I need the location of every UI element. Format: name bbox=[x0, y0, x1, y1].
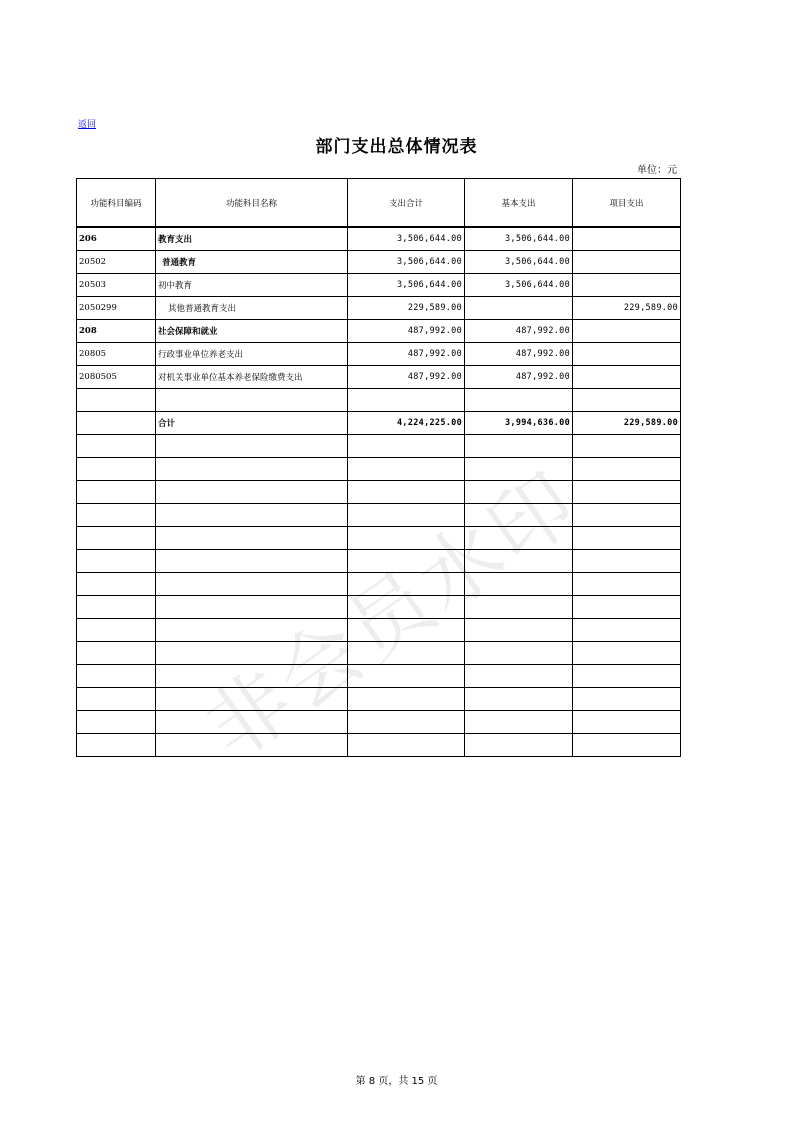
empty-cell bbox=[348, 711, 465, 734]
empty-cell bbox=[465, 688, 573, 711]
row-total: 487,992.00 bbox=[348, 320, 465, 343]
empty-cell bbox=[465, 642, 573, 665]
row-project bbox=[573, 389, 681, 412]
empty-cell bbox=[77, 481, 156, 504]
row-total: 487,992.00 bbox=[348, 343, 465, 366]
page-footer: 第 8 页，共 15 页 bbox=[355, 1076, 438, 1087]
empty-cell bbox=[156, 573, 348, 596]
empty-row bbox=[77, 642, 681, 665]
table-row bbox=[77, 366, 681, 389]
empty-cell bbox=[77, 527, 156, 550]
empty-cell bbox=[573, 734, 681, 757]
empty-cell bbox=[465, 458, 573, 481]
empty-cell bbox=[77, 458, 156, 481]
row-code bbox=[77, 412, 156, 435]
row-total: 4,224,225.00 bbox=[348, 412, 465, 435]
table-header-row bbox=[77, 179, 681, 228]
row-code: 2050299 bbox=[77, 297, 156, 320]
row-total: 3,506,644.00 bbox=[348, 227, 465, 251]
table-row bbox=[77, 389, 681, 412]
empty-cell bbox=[77, 573, 156, 596]
row-code: 20805 bbox=[77, 343, 156, 366]
empty-cell bbox=[156, 665, 348, 688]
row-total: 3,506,644.00 bbox=[348, 274, 465, 297]
empty-cell bbox=[348, 573, 465, 596]
empty-cell bbox=[77, 596, 156, 619]
empty-cell bbox=[465, 435, 573, 458]
row-total: 3,506,644.00 bbox=[348, 251, 465, 274]
row-project: 229,589.00 bbox=[573, 412, 681, 435]
empty-cell bbox=[77, 665, 156, 688]
empty-cell bbox=[156, 642, 348, 665]
empty-cell bbox=[573, 435, 681, 458]
empty-cell bbox=[348, 504, 465, 527]
empty-row bbox=[77, 481, 681, 504]
unit-label: 单位：元 bbox=[637, 165, 677, 176]
empty-cell bbox=[77, 435, 156, 458]
empty-cell bbox=[573, 711, 681, 734]
empty-cell bbox=[465, 596, 573, 619]
header-code: 功能科目编码 bbox=[77, 179, 156, 228]
page-title: 部门支出总体情况表 bbox=[315, 137, 478, 157]
empty-cell bbox=[156, 481, 348, 504]
row-name: 其他普通教育支出 bbox=[156, 297, 348, 320]
row-project bbox=[573, 320, 681, 343]
empty-cell bbox=[465, 527, 573, 550]
empty-row bbox=[77, 527, 681, 550]
empty-row bbox=[77, 504, 681, 527]
row-project bbox=[573, 366, 681, 389]
empty-cell bbox=[465, 481, 573, 504]
empty-cell bbox=[77, 550, 156, 573]
row-project bbox=[573, 274, 681, 297]
empty-cell bbox=[156, 596, 348, 619]
row-total: 487,992.00 bbox=[348, 366, 465, 389]
empty-cell bbox=[156, 458, 348, 481]
empty-cell bbox=[156, 527, 348, 550]
empty-cell bbox=[348, 435, 465, 458]
empty-cell bbox=[465, 619, 573, 642]
empty-cell bbox=[348, 596, 465, 619]
empty-cell bbox=[573, 619, 681, 642]
empty-cell bbox=[77, 642, 156, 665]
empty-cell bbox=[348, 458, 465, 481]
empty-cell bbox=[465, 711, 573, 734]
row-basic bbox=[465, 389, 573, 412]
empty-cell bbox=[465, 665, 573, 688]
back-link[interactable]: 返回 bbox=[78, 120, 97, 130]
empty-row bbox=[77, 711, 681, 734]
row-project bbox=[573, 343, 681, 366]
row-basic: 487,992.00 bbox=[465, 343, 573, 366]
table-row bbox=[77, 297, 681, 320]
empty-cell bbox=[348, 688, 465, 711]
empty-cell bbox=[573, 504, 681, 527]
empty-cell bbox=[348, 734, 465, 757]
table-row bbox=[77, 227, 681, 251]
row-name: 社会保障和就业 bbox=[156, 320, 348, 343]
empty-cell bbox=[573, 458, 681, 481]
empty-row bbox=[77, 550, 681, 573]
empty-cell bbox=[77, 688, 156, 711]
header-project: 项目支出 bbox=[573, 179, 681, 228]
row-total bbox=[348, 389, 465, 412]
empty-cell bbox=[573, 642, 681, 665]
empty-row bbox=[77, 688, 681, 711]
row-code bbox=[77, 389, 156, 412]
empty-row bbox=[77, 458, 681, 481]
empty-cell bbox=[573, 665, 681, 688]
expenditure-table bbox=[76, 178, 681, 757]
empty-cell bbox=[465, 573, 573, 596]
row-name: 初中教育 bbox=[156, 274, 348, 297]
row-name: 行政事业单位养老支出 bbox=[156, 343, 348, 366]
empty-cell bbox=[77, 711, 156, 734]
empty-cell bbox=[465, 734, 573, 757]
empty-cell bbox=[573, 596, 681, 619]
row-basic: 3,994,636.00 bbox=[465, 412, 573, 435]
row-basic: 3,506,644.00 bbox=[465, 274, 573, 297]
empty-cell bbox=[465, 550, 573, 573]
empty-cell bbox=[573, 481, 681, 504]
watermark: 非会员水印 bbox=[189, 453, 597, 778]
row-name: 教育支出 bbox=[156, 227, 348, 251]
header-name: 功能科目名称 bbox=[156, 179, 348, 228]
empty-cell bbox=[77, 504, 156, 527]
header-total: 支出合计 bbox=[348, 179, 465, 228]
empty-cell bbox=[156, 688, 348, 711]
table-row bbox=[77, 274, 681, 297]
row-basic: 3,506,644.00 bbox=[465, 227, 573, 251]
row-code: 20502 bbox=[77, 251, 156, 274]
empty-cell bbox=[156, 550, 348, 573]
header-basic: 基本支出 bbox=[465, 179, 573, 228]
row-basic: 487,992.00 bbox=[465, 366, 573, 389]
empty-row bbox=[77, 435, 681, 458]
empty-cell bbox=[348, 619, 465, 642]
empty-cell bbox=[348, 527, 465, 550]
empty-cell bbox=[156, 734, 348, 757]
empty-cell bbox=[156, 435, 348, 458]
row-project: 229,589.00 bbox=[573, 297, 681, 320]
empty-row bbox=[77, 665, 681, 688]
row-basic bbox=[465, 297, 573, 320]
row-code: 20503 bbox=[77, 274, 156, 297]
row-code: 208 bbox=[77, 320, 156, 343]
blank-rows bbox=[77, 435, 681, 757]
row-code: 2080505 bbox=[77, 366, 156, 389]
total-row bbox=[77, 412, 681, 435]
row-name: 普通教育 bbox=[156, 251, 348, 274]
empty-cell bbox=[156, 711, 348, 734]
empty-row bbox=[77, 734, 681, 757]
row-basic: 3,506,644.00 bbox=[465, 251, 573, 274]
empty-cell bbox=[573, 527, 681, 550]
empty-cell bbox=[573, 573, 681, 596]
empty-cell bbox=[348, 550, 465, 573]
empty-cell bbox=[77, 619, 156, 642]
empty-cell bbox=[465, 504, 573, 527]
row-code: 206 bbox=[77, 227, 156, 251]
row-name: 对机关事业单位基本养老保险缴费支出 bbox=[156, 366, 348, 389]
table-row bbox=[77, 320, 681, 343]
empty-cell bbox=[77, 734, 156, 757]
row-basic: 487,992.00 bbox=[465, 320, 573, 343]
empty-row bbox=[77, 619, 681, 642]
empty-cell bbox=[348, 665, 465, 688]
table-row bbox=[77, 343, 681, 366]
empty-cell bbox=[573, 550, 681, 573]
row-name: 合计 bbox=[156, 412, 348, 435]
row-project bbox=[573, 251, 681, 274]
row-project bbox=[573, 227, 681, 251]
empty-row bbox=[77, 573, 681, 596]
row-name bbox=[156, 389, 348, 412]
row-total: 229,589.00 bbox=[348, 297, 465, 320]
empty-cell bbox=[156, 619, 348, 642]
empty-cell bbox=[348, 642, 465, 665]
table-row bbox=[77, 251, 681, 274]
empty-cell bbox=[348, 481, 465, 504]
empty-cell bbox=[156, 504, 348, 527]
empty-row bbox=[77, 596, 681, 619]
empty-cell bbox=[573, 688, 681, 711]
